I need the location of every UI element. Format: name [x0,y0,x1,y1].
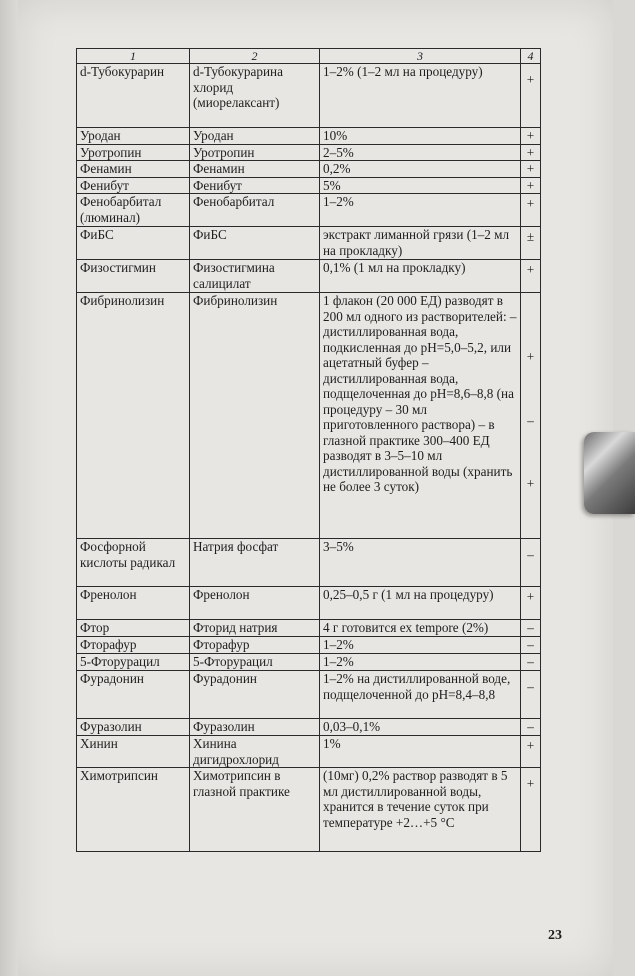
concentration-cell: 1 флакон (20 000 ЕД) разводят в 200 мл одного из растворителей: – дистиллированная вода, подкисленная до pH=5,0–5,2, или ацетатный буфер – дистиллированная вода, подщелоченная до pH=8,6–8,8 (на процедуру – 30 мл приготовленного раствора) – в глазной практике 300–400 ЕД разводят в 3–5–10 мл дистиллированной воды (хранить не более 3 суток) [320,293,521,539]
substance-cell: Фтор [77,620,190,637]
table-row [77,194,541,227]
concentration-cell: (10мг) 0,2% раствор разводят в 5 мл дистиллированной воды, хранится в течение суток при температуре +2…+5 °C [320,768,521,852]
concentration-cell: 0,03–0,1% [320,719,521,736]
polarity-mark: – [527,719,534,734]
polarity-mark: + [526,144,535,160]
preparation-cell: ФиБС [190,227,320,260]
preparation-cell: Уродан [190,128,320,145]
substance-cell: Уродан [77,128,190,145]
substance-cell: Фурадонин [77,671,190,719]
preparation-cell: Фторид натрия [190,620,320,637]
polarity-cell [521,194,541,227]
substance-cell: Фуразолин [77,719,190,736]
concentration-cell: 1–2% [320,654,521,671]
concentration-cell: 1–2% [320,194,521,227]
substance-cell: Хинин [77,736,190,768]
preparation-cell: Фторафур [190,637,320,654]
table-row [77,637,541,654]
concentration-cell: 1% [320,736,521,768]
substance-cell: Фторафур [77,637,190,654]
preparation-cell: Хинина дигидрохлорид [190,736,320,768]
table-row [77,620,541,637]
table-row [77,587,541,620]
preparation-cell: Фурадонин [190,671,320,719]
substance-cell: Френолон [77,587,190,620]
polarity-cell [521,227,541,260]
table-row [77,227,541,260]
page-number: 23 [548,928,562,943]
table-row [77,144,541,161]
polarity-cell [521,161,541,178]
header-col-2: 2 [190,49,320,64]
substance-cell: ФиБС [77,227,190,260]
polarity-mark: + [526,161,535,176]
table-row [77,654,541,671]
table-row [77,719,541,736]
preparation-cell: Физостигмина салицилат [190,260,320,293]
substance-cell: 5-Фторурацил [77,654,190,671]
substance-cell: Физостигмин [77,260,190,293]
polarity-cell [521,539,541,587]
preparation-cell: Френолон [190,587,320,620]
polarity-mark: – [527,637,534,652]
polarity-mark: + [526,476,535,491]
polarity-cell [521,620,541,637]
preparation-cell: Фуразолин [190,719,320,736]
substance-cell: Фенамин [77,161,190,178]
polarity-mark: – [527,620,534,635]
polarity-cell [521,654,541,671]
concentration-cell: 2–5% [320,144,521,161]
preparation-cell: Фенобарбитал [190,194,320,227]
substance-cell: d-Тубокурарин [77,64,190,128]
substance-cell: Фенибут [77,177,190,194]
table-row [77,671,541,719]
substance-cell: Фенобарбитал (люминал) [77,194,190,227]
table-row [77,539,541,587]
table-row [77,768,541,852]
concentration-cell: 4 г готовится ex tempore (2%) [320,620,521,637]
header-col-1: 1 [77,49,190,64]
polarity-cell [521,736,541,768]
preparation-cell: Фенамин [190,161,320,178]
polarity-cell [521,768,541,852]
preparation-cell: d-Тубокурарина хлорид (миорелаксант) [190,64,320,128]
polarity-cell [521,64,541,128]
polarity-mark: – [527,547,534,562]
preparation-cell: 5-Фторурацил [190,654,320,671]
binder-clip [584,432,635,514]
table-row [77,293,541,539]
polarity-cell [521,144,541,161]
polarity-mark: + [526,196,535,211]
polarity-mark: + [526,349,535,364]
polarity-cell [521,293,541,539]
concentration-cell: 0,25–0,5 г (1 мл на процедуру) [320,587,521,620]
table-row [77,260,541,293]
polarity-cell [521,260,541,293]
table-row [77,177,541,194]
concentration-cell: 3–5% [320,539,521,587]
header-col-4: 4 [521,49,541,64]
polarity-cell [521,128,541,145]
polarity-mark: + [526,738,535,753]
polarity-cell [521,671,541,719]
concentration-cell: 0,1% (1 мл на прокладку) [320,260,521,293]
header-col-3: 3 [320,49,521,64]
polarity-mark: + [526,128,535,143]
page-gutter-shadow [0,0,18,976]
table-row [77,64,541,128]
table-row [77,128,541,145]
polarity-cell [521,587,541,620]
polarity-mark: ± [526,229,535,244]
preparation-cell: Фенибут [190,177,320,194]
table-row [77,161,541,178]
preparation-cell: Химотрипсин в глазной практике [190,768,320,852]
substance-cell: Фосфорной кислоты радикал [77,539,190,587]
table-row [77,736,541,768]
substance-cell: Уротропин [77,144,190,161]
preparation-cell: Натрия фосфат [190,539,320,587]
polarity-mark: + [526,177,535,193]
preparation-cell: Уротропин [190,144,320,161]
concentration-cell: 1–2% на дистиллированной воде, подщелоченной до pH=8,4–8,8 [320,671,521,719]
header-row [77,49,541,64]
polarity-mark: – [527,654,534,669]
polarity-mark: – [527,412,534,428]
preparation-cell: Фибринолизин [190,293,320,539]
polarity-mark: – [527,679,534,694]
polarity-mark: + [526,72,535,87]
concentration-cell: 5% [320,177,521,194]
concentration-cell: 1–2% [320,637,521,654]
concentration-cell: 1–2% (1–2 мл на процедуру) [320,64,521,128]
concentration-cell: экстракт лиманной грязи (1–2 мл на прокладку) [320,227,521,260]
substance-cell: Фибринолизин [77,293,190,539]
substance-cell: Химотрипсин [77,768,190,852]
concentration-cell: 0,2% [320,161,521,178]
polarity-cell [521,719,541,736]
polarity-cell [521,637,541,654]
drug-table [76,48,541,852]
polarity-mark: + [526,589,535,604]
polarity-cell [521,177,541,194]
polarity-mark: + [526,262,535,277]
concentration-cell: 10% [320,128,521,145]
polarity-mark: + [526,776,535,791]
